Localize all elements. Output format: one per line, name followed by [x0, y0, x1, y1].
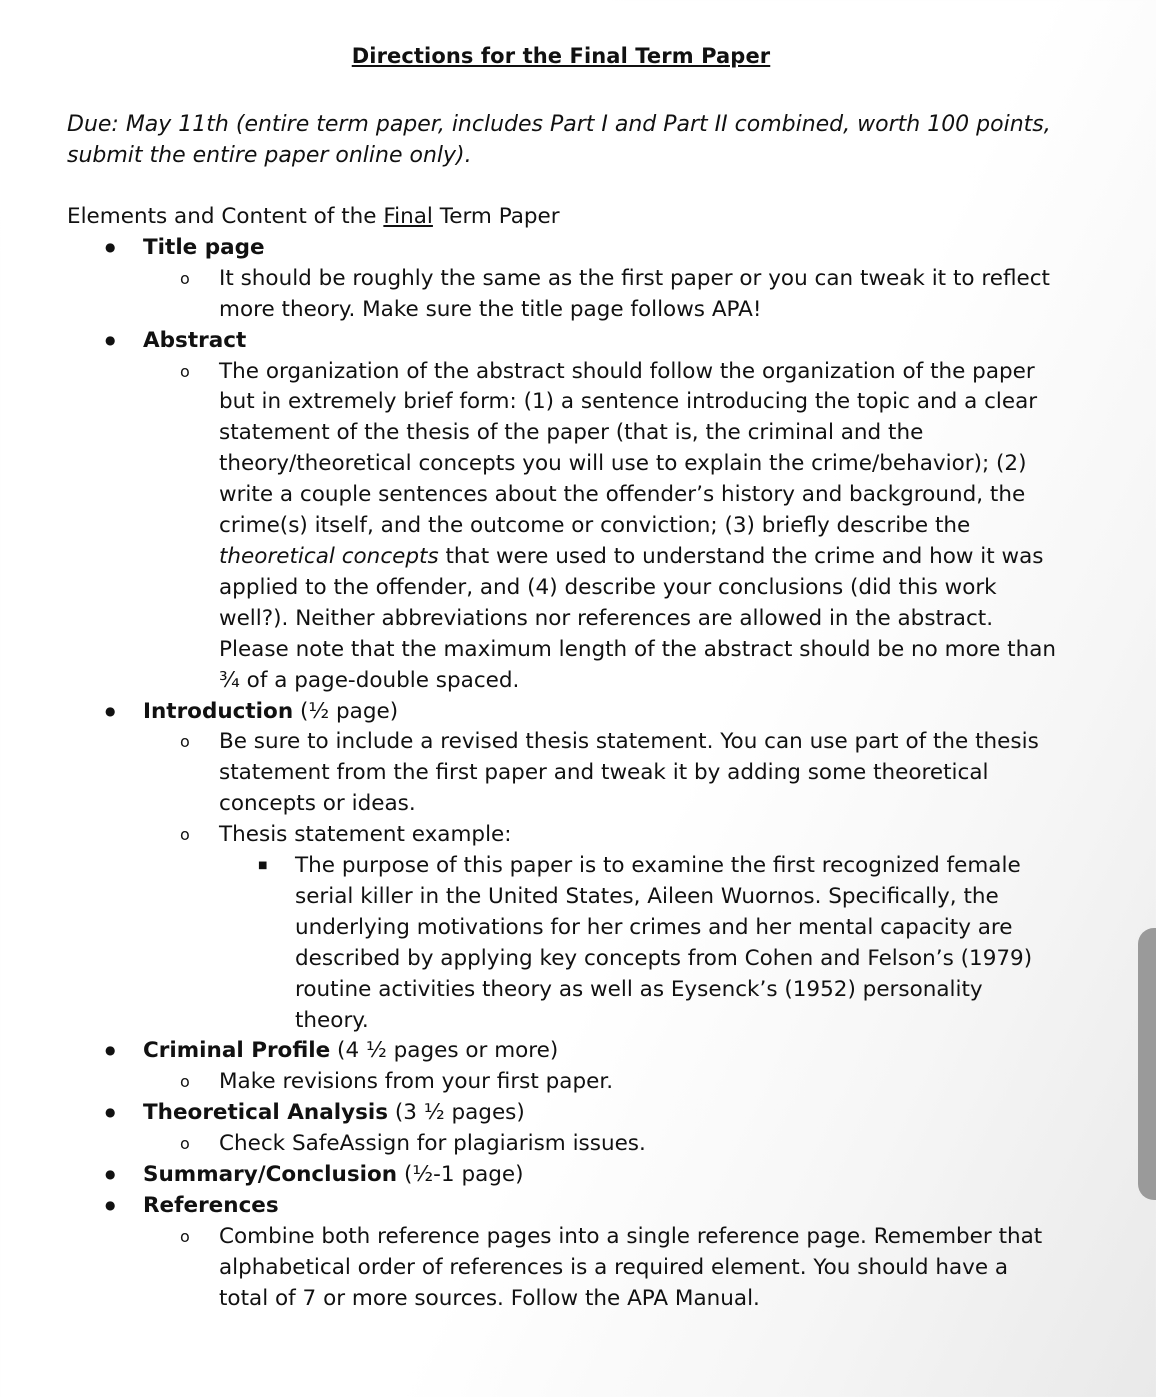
- bullet-icon: [105, 1160, 115, 1193]
- bullet-icon: [105, 1036, 115, 1069]
- scroll-handle[interactable]: [1138, 928, 1156, 1200]
- circle-bullet-icon: [180, 1067, 190, 1098]
- bullet-icon: [105, 1098, 115, 1131]
- circle-bullet-icon: [180, 264, 190, 295]
- final-underlined: Final: [383, 204, 433, 229]
- section-summary: ● Summary/Conclusion (½-1 page): [143, 1160, 1156, 1191]
- list-item: o Check SafeAssign for plagiarism issues.: [219, 1129, 1064, 1160]
- section-title-page: ● Title page: [143, 233, 1156, 264]
- elements-heading: Elements and Content of the Final Term Paper: [67, 204, 560, 229]
- section-references: ● References: [143, 1191, 1156, 1222]
- section-abstract: ● Abstract: [143, 326, 1156, 357]
- section-introduction: ● Introduction (½ page): [143, 697, 1156, 728]
- list-item: o Thesis statement example:: [219, 820, 1064, 851]
- circle-bullet-icon: [180, 1129, 190, 1160]
- document-title: Directions for the Final Term Paper: [351, 44, 771, 68]
- circle-bullet-icon: [180, 727, 190, 758]
- section-theoretical-analysis: ● Theoretical Analysis (3 ½ pages): [143, 1098, 1156, 1129]
- bullet-icon: [105, 697, 115, 730]
- list-item: o Combine both reference pages into a single reference page. Remember that alphabetical order of references is a required element. You should have a total of 7 or more sources. Follow the APA Manual.: [219, 1222, 1064, 1315]
- list-item: o Make revisions from your first paper.: [219, 1067, 1064, 1098]
- circle-bullet-icon: [180, 820, 190, 851]
- bullet-icon: [105, 326, 115, 359]
- due-statement: Due: May 11th (entire term paper, includes Part I and Part II combined, worth 100 points, submit the entire paper online only).: [67, 112, 1051, 168]
- circle-bullet-icon: [180, 1222, 190, 1253]
- square-bullet-icon: [258, 851, 267, 886]
- list-item: o It should be roughly the same as the first paper or you can tweak it to reflect more theory. Make sure the title page follows APA!: [219, 264, 1064, 326]
- list-item: o The organization of the abstract should follow the organization of the paper but in extremely brief form: (1) a sentence introducing the topic and a clear statement of the thesis of the paper (that is, the criminal and the theory/theoretical concepts you will use to explain the crime/behavior); (2) write a couple sentences about the offender’s history and background, the crime(s) itself, and the outcome or conviction; (3) briefly describe the theoretical concepts that were used to understand the crime and how it was applied to the offender, and (4) describe your conclusions (did this work well?). Neither abbreviations nor references are allowed in the abstract. Please note that the maximum length of the abstract should be no more than ¾ of a page-double spaced.: [219, 357, 1064, 697]
- circle-bullet-icon: [180, 357, 190, 388]
- thesis-example: ■ The purpose of this paper is to examine the first recognized female serial killer in the United States, Aileen Wuornos. Specifically, the underlying motivations for her crimes and her mental capacity are described by applying key concepts from Cohen and Felson’s (1979) routine activities theory as well as Eysenck’s (1952) personality theory.: [295, 851, 1055, 1036]
- elements-list: [0, 202, 1156, 1315]
- bullet-icon: [105, 233, 115, 266]
- section-criminal-profile: ● Criminal Profile (4 ½ pages or more): [143, 1036, 1156, 1067]
- bullet-icon: [105, 1191, 115, 1224]
- list-item: o Be sure to include a revised thesis statement. You can use part of the thesis statement from the first paper and tweak it by adding some theoretical concepts or ideas.: [219, 727, 1064, 820]
